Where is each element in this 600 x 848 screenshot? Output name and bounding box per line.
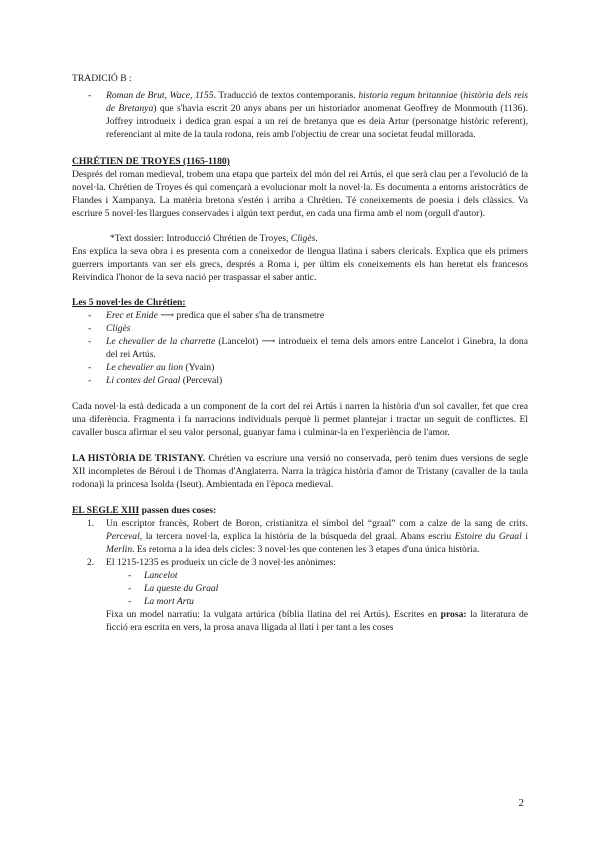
list-item bbox=[72, 309, 528, 322]
text: (Lancelot) ⟶ introdueix el tema dels amors entre Lancelot i Ginebra, la dona del rei Artús. bbox=[106, 336, 528, 360]
work-title: Roman de Brut, Wace, 1155 bbox=[106, 90, 214, 101]
section-heading-chretien: CHRÉTIEN DE TROYES (1165-1180) bbox=[72, 156, 230, 167]
list-item bbox=[72, 322, 528, 335]
text: . bbox=[315, 233, 318, 244]
text: ) que s'havia escrit 20 anys abans per un historiador anomenat Geoffrey de Monmouth (1136). Joffrey introdueix i dedica gran espai a un rei de bretanya que es deia Artur (personatge històric referent), referenciant al mite de la taula rodona, reis amb l'objectiu de crear una societat feudal millorada. bbox=[106, 103, 528, 140]
bold-text: prosa: bbox=[440, 609, 467, 620]
dossier-note bbox=[72, 232, 528, 245]
list-item bbox=[72, 361, 528, 374]
section-heading-tradicio-b: TRADICIÓ B : bbox=[72, 73, 132, 84]
item-number: 1. bbox=[87, 518, 95, 529]
catalan-title: història dels reis de Bretanya bbox=[106, 90, 528, 114]
work-title: Erec et Enide bbox=[106, 310, 158, 321]
tristany-paragraph bbox=[72, 452, 528, 491]
text: El 1215-1235 es produeix un cicle de 3 novel·les anònimes: bbox=[106, 557, 336, 568]
list-item bbox=[72, 374, 528, 387]
sub-list-item: - La queste du Graal bbox=[106, 582, 528, 595]
text: la literatura de ficció era escrita en vers, la prosa anava lligada al llatí i per tant a les coses bbox=[106, 609, 528, 633]
sub-list-item: - Lancelot bbox=[106, 569, 528, 582]
section-heading-novels: Les 5 novel·les de Chrétien: bbox=[72, 297, 186, 308]
vulgata-paragraph bbox=[106, 608, 528, 634]
text: Un escriptor francès, Robert de Boron, cristianitza el símbol del “graal” com a calze de la sang de crits. bbox=[106, 518, 528, 529]
text: . Traducció de textos contemporanis. bbox=[213, 90, 359, 101]
text: (Yvain) bbox=[183, 362, 215, 373]
document-page bbox=[72, 72, 528, 634]
work-title: Estoire du Graal bbox=[454, 531, 522, 542]
text: *Text dossier: Introducció Chrétien de Troyes, bbox=[110, 233, 291, 244]
text: (Perceval) bbox=[180, 375, 223, 386]
text: , la tercera novel·la, explica la història de la búsqueda del graal. Abans escriu bbox=[139, 531, 455, 542]
text: ⟶ predica que el saber s'ha de transmetre bbox=[157, 310, 325, 321]
text: Fixa un model narratiu: la vulgata artúrica (bíblia llatina del rei Artús). Escrites en bbox=[106, 609, 441, 620]
heading-underlined: EL SEGLE XIII bbox=[72, 505, 140, 516]
work-title: Cligès bbox=[290, 233, 316, 244]
text: Chrétien va escriure una versió no conservada, però tenim dues versions de segle XII incompletes de Béroul i de Thomas d'Anglaterra. Narra la tràgica història d'amor de Tristany (cavaller de la taula rodona)i la princesa Isolda (Iseut). Ambientada en l'època medieval. bbox=[72, 453, 528, 490]
chretien-paragraph-2: Ens explica la seva obra i es presenta com a coneixedor de llengua llatina i sabers clericals. Explica que els primers guerrers importants van ser els grecs, després a Roma i, per últim els coneixements els han heretat els francesos Reivindica l'honor de la seva nació per traspassar el saber antic. bbox=[72, 246, 528, 283]
latin-title: historia regum britanniae bbox=[358, 90, 458, 101]
section-heading-segle13 bbox=[72, 504, 528, 517]
sub-list-item: - La mort Artu bbox=[106, 595, 528, 608]
cada-novel-paragraph: Cada novel·la està dedicada a un component de la cort del rei Artús i narren la història d'un sol cavaller, fet que crea una diferència. Fragmenta i fa narracions individuals perquè li permet plantejar i tractar un seguit de conflictes. El cavaller busca afirmar el seu valor personal, guanyar fama i culminar-la en l'experiència de l'amor. bbox=[72, 401, 528, 438]
work-title: Li contes del Graal bbox=[106, 375, 181, 386]
page-number: 2 bbox=[518, 797, 524, 809]
tradicio-b-list bbox=[72, 89, 528, 141]
text: . Es retorna a la idea dels cicles: 3 novel·les que contenen les 3 etapes d'una única història. bbox=[132, 544, 480, 555]
item-number: 2. bbox=[87, 557, 95, 568]
list-item bbox=[72, 89, 528, 141]
segle13-list bbox=[72, 517, 528, 634]
work-title: Cligès bbox=[106, 323, 131, 334]
sub-list bbox=[106, 569, 528, 608]
list-item bbox=[72, 556, 528, 634]
work-title: Le chevalier au lion bbox=[106, 362, 183, 373]
work-title: Perceval bbox=[106, 531, 140, 542]
text: i bbox=[521, 531, 528, 542]
novels-list bbox=[72, 309, 528, 387]
chretien-paragraph: Després del roman medieval, trobem una etapa que parteix del món del rei Artús, el que serà clau per a l'evolució de la novel·la. Chrétien de Troyes és qui començarà a evolucionar molt la novel·la. Es documenta a entorns aristocràtics de Flandes i Xampanya. La matèria bretona s'estén i arriba a Chrétien. Té coneixements de poesia i dels clàssics. Va escriure 5 novel·les llargues conservades i algún text perdut, en cada una firma amb el nom (orgull d'autor). bbox=[72, 169, 528, 219]
work-title: Le chevalier de la charrette bbox=[106, 336, 216, 347]
section-heading-tristany: LA HISTÒRIA DE TRISTANY. bbox=[72, 453, 206, 464]
list-item bbox=[72, 517, 528, 556]
text: ( bbox=[457, 90, 464, 101]
list-item bbox=[72, 335, 528, 361]
heading-rest: passen dues coses: bbox=[139, 505, 217, 516]
work-title: Merlin bbox=[106, 544, 133, 555]
